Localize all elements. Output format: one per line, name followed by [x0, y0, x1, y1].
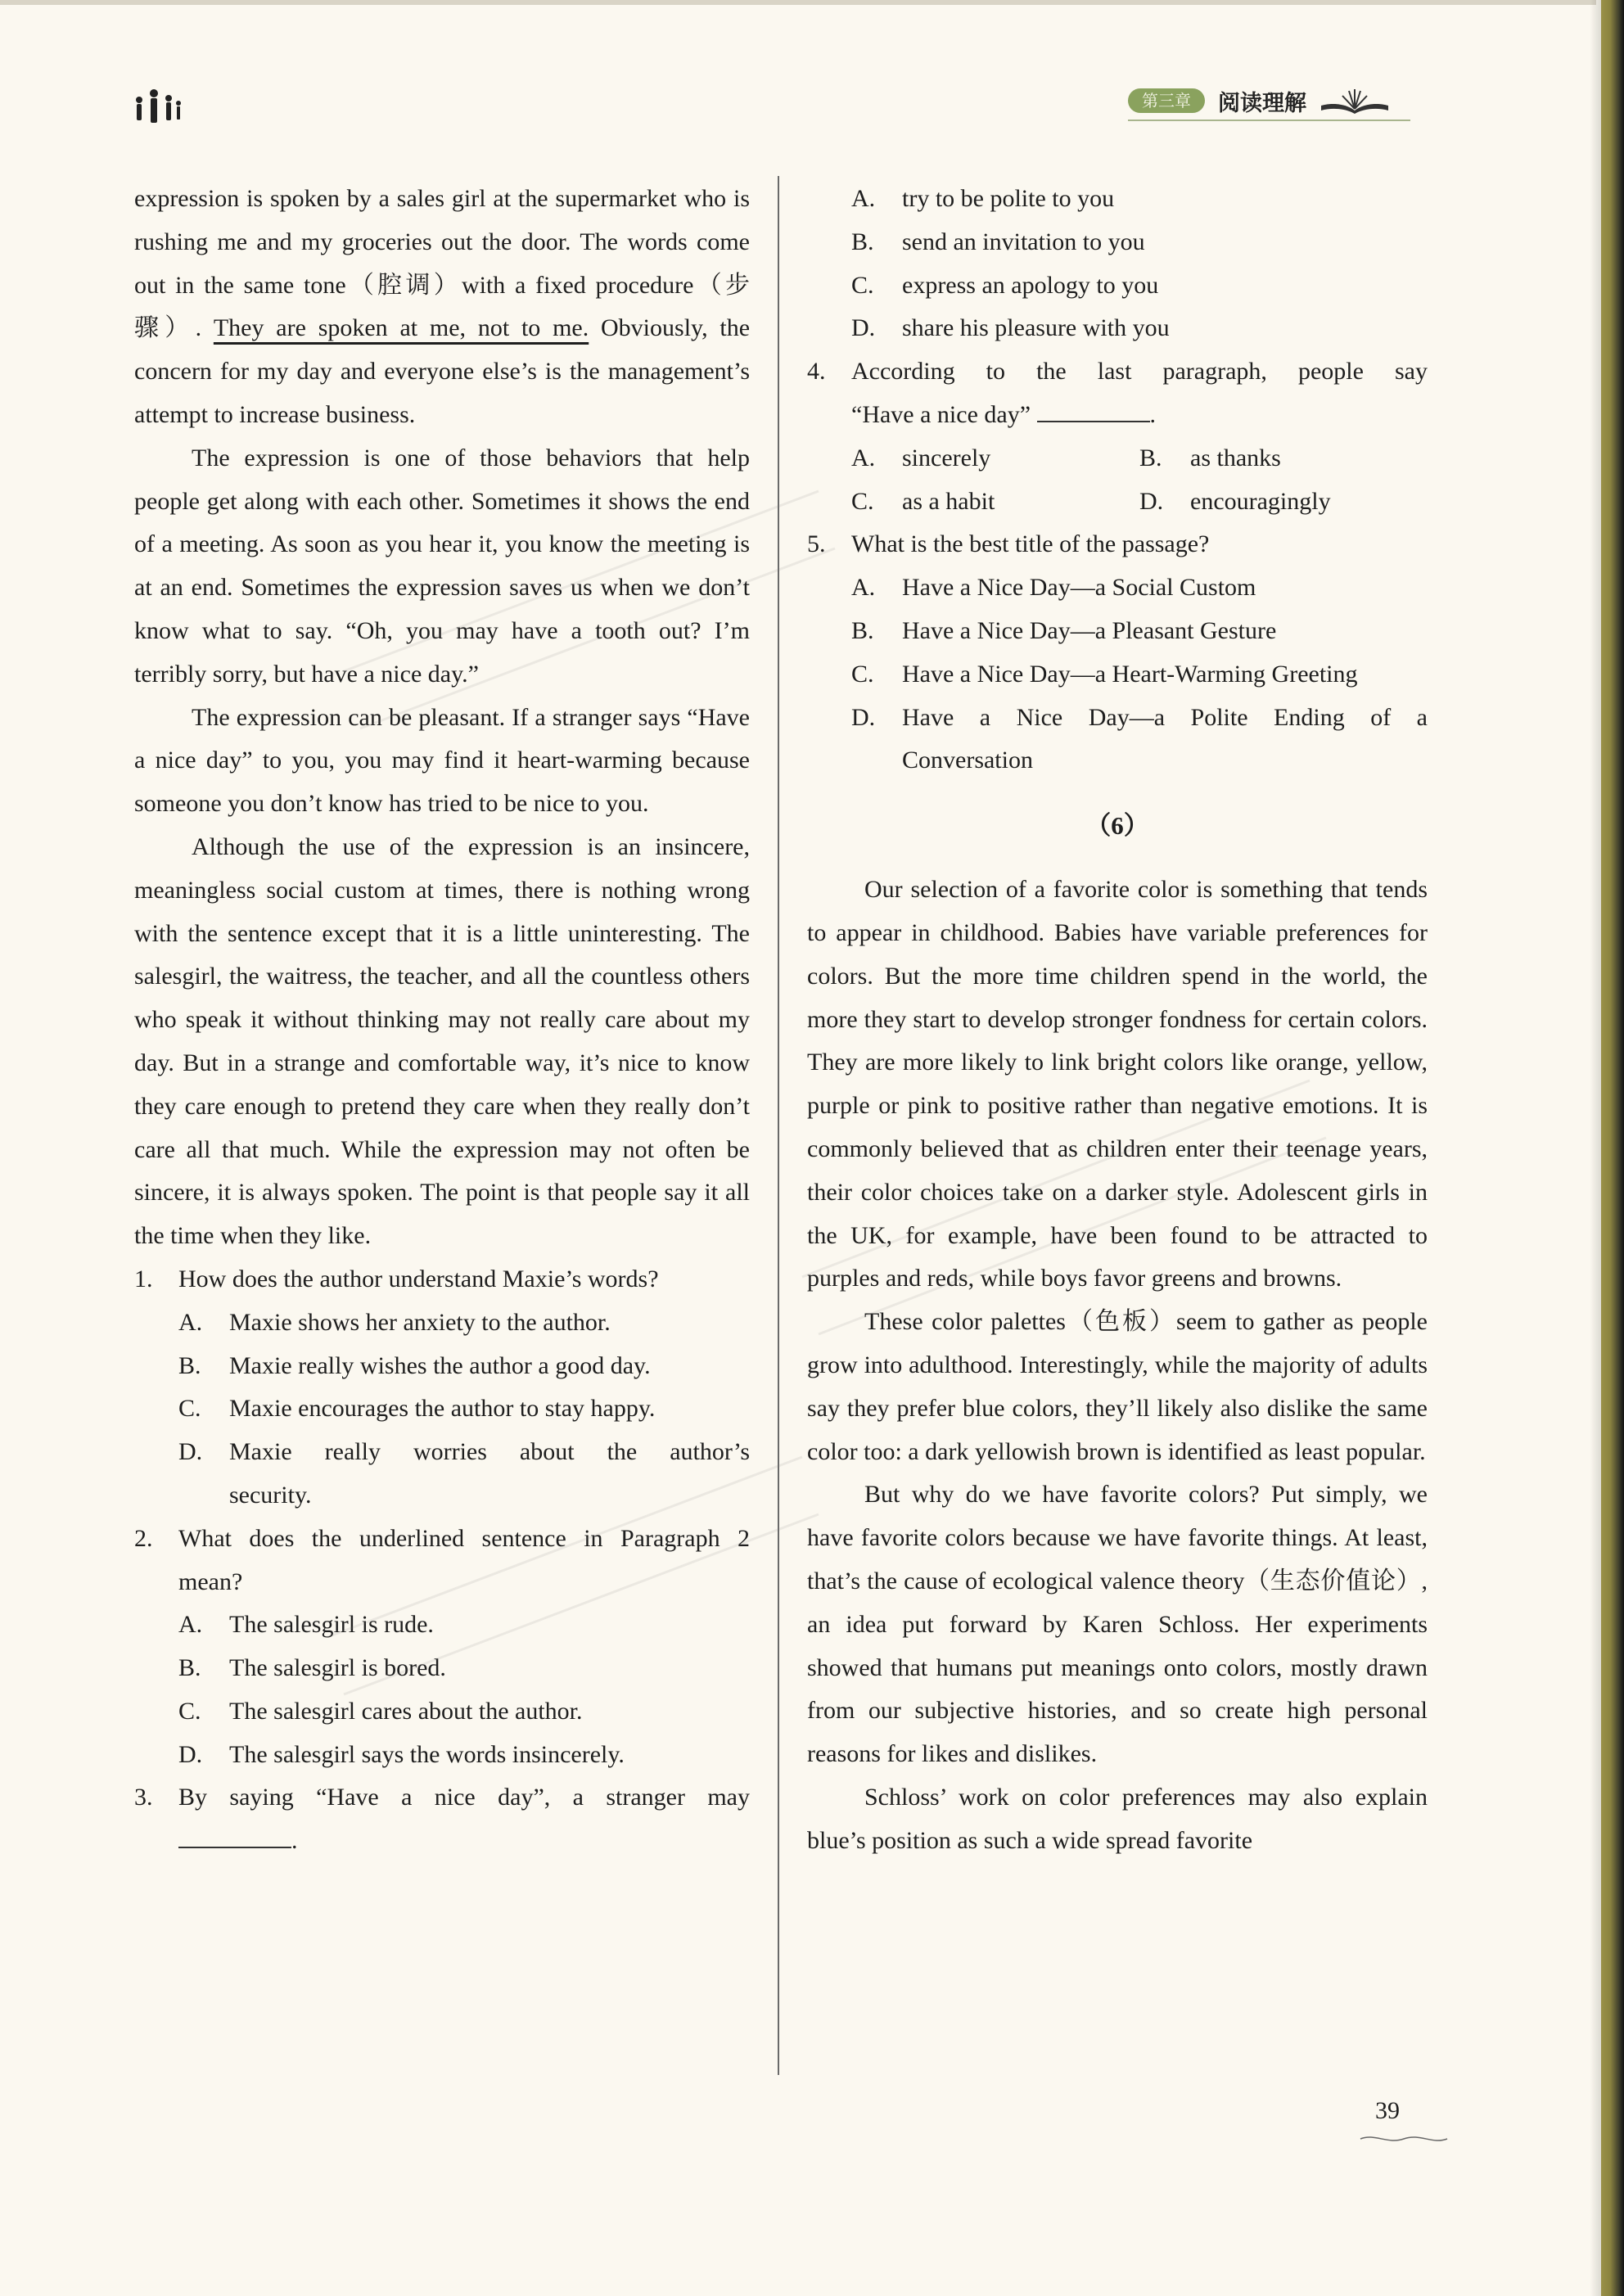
- answer-blank[interactable]: [1037, 396, 1150, 422]
- section-heading: （6）: [1085, 811, 1149, 841]
- page-ornament-icon: [1359, 2131, 1449, 2146]
- running-header: [1128, 80, 1392, 121]
- page-top-edge: [0, 0, 1596, 5]
- question-4: 4. According to the last paragraph, people say: [807, 358, 1428, 386]
- option[interactable]: A. Have a Nice Day—a Social Custom: [851, 574, 1256, 602]
- binding-shadow: [1590, 0, 1601, 2296]
- option[interactable]: A. The salesgirl is rude.: [178, 1611, 434, 1639]
- passage-paragraph: expression is spoken by a sales girl at the supermarket who is rushing me and my groceries out the door. The words come out in the same tone（腔调）with a fixed procedure（步骤）. They are spoken at me, not to me. Obviously, the concern for my day and everyone else’s is the management’s attempt to increase business.: [134, 185, 751, 428]
- passage-paragraph: Although the use of the expression is an insincere, meaningless social custom at times, there is nothing wrong with the sentence except that it is a little uninteresting. The salesgirl, the waitress, the teacher, and all the countless others who speak it without thinking may not really care about my day. But in a strange and comfortable way, it’s nice to know they care enough to pretend they care when they really don’t care all that much. While the expression may not often be sincere, it is always spoken. The point is that people say it all the time when they like.: [134, 832, 750, 1250]
- option[interactable]: D. Maxie really worries about the author’s: [178, 1438, 750, 1466]
- left-column: [134, 178, 750, 1863]
- question-3: 3. By saying “Have a nice day”, a stranger may: [134, 1784, 750, 1811]
- option[interactable]: B. The salesgirl is bored.: [178, 1654, 446, 1682]
- question-continuation: “Have a nice day” .: [807, 394, 1428, 437]
- question-2: 2. What does the underlined sentence in Paragraph 2: [134, 1524, 750, 1552]
- question-5: 5. What is the best title of the passage?: [807, 530, 1210, 558]
- option[interactable]: C. express an apology to you: [851, 271, 1159, 299]
- option[interactable]: D. encouragingly: [1139, 487, 1331, 515]
- option[interactable]: A. sincerely: [851, 444, 991, 471]
- open-book-icon: [1318, 86, 1392, 115]
- book-spine: [1601, 0, 1624, 2296]
- option[interactable]: B. Have a Nice Day—a Pleasant Gesture: [851, 616, 1277, 644]
- option-continuation: Conversation: [902, 747, 1033, 774]
- option-row: [807, 437, 1428, 480]
- passage-paragraph: Schloss’ work on color preferences may also explain blue’s position as such a wide spread favorite: [807, 1783, 1428, 1854]
- underlined-sentence: They are spoken at me, not to me.: [213, 314, 589, 342]
- option[interactable]: D. Have a Nice Day—a Polite Ending of a: [851, 703, 1428, 731]
- column-divider: [778, 176, 779, 2075]
- chapter-badge: 第三章: [1128, 88, 1205, 113]
- option[interactable]: D. The salesgirl says the words insincerely.: [178, 1740, 625, 1768]
- option-row: [807, 480, 1428, 524]
- passage-paragraph: The expression can be pleasant. If a stranger says “Have a nice day” to you, you may find it heart-warming because someone you don’t know has tried to be nice to you.: [134, 703, 750, 818]
- option[interactable]: B. send an invitation to you: [851, 228, 1145, 255]
- passage-paragraph: The expression is one of those behaviors that help people get along with each other. Sometimes it shows the end of a meeting. As soon as you hear it, you know the meeting is at an end. Sometimes the expression saves us when we don’t know what to say. “Oh, you may have a tooth out? I’m terribly sorry, but have a nice day.”: [134, 444, 750, 688]
- people-icon: [131, 88, 185, 124]
- option[interactable]: C. The salesgirl cares about the author.: [178, 1697, 583, 1725]
- option[interactable]: C. Maxie encourages the author to stay happy.: [178, 1395, 656, 1423]
- option[interactable]: A. try to be polite to you: [851, 185, 1115, 212]
- passage-paragraph: But why do we have favorite colors? Put simply, we have favorite colors because we have favorite things. At least, that’s the cause of ecological valence theory（生态价值论）, an idea put forward by Karen Schloss. Her experiments showed that humans put meanings onto colors, mostly drawn from our subjective histories, and so create high personal reasons for likes and dislikes.: [807, 1481, 1428, 1768]
- section-label: 阅读理解: [1218, 90, 1306, 116]
- right-column: [807, 178, 1428, 1862]
- question-continuation: mean?: [178, 1568, 243, 1595]
- question-1: 1. How does the author understand Maxie’s words?: [134, 1265, 659, 1292]
- passage-paragraph: Our selection of a favorite color is something that tends to appear in childhood. Babies have variable preferences for colors. But the more time children spend in the world, the more they start to develop stronger fondness for certain colors. They are more likely to link bright colors like orange, yellow, purple or pink to positive rather than negative emotions. It is commonly believed that as children enter their teenage years, their color choices take on a darker style. Adolescent girls in the UK, for example, have been found to be attracted to purples and reds, while boys favor greens and browns.: [807, 876, 1428, 1292]
- page-number: 39: [1375, 2097, 1400, 2124]
- option-continuation: security.: [229, 1481, 312, 1509]
- answer-blank[interactable]: [178, 1822, 291, 1848]
- header-rule: [1128, 120, 1410, 121]
- option[interactable]: D. share his pleasure with you: [851, 314, 1170, 342]
- option[interactable]: B. Maxie really wishes the author a good day.: [178, 1351, 651, 1379]
- option[interactable]: A. Maxie shows her anxiety to the author.: [178, 1308, 611, 1336]
- option[interactable]: B. as thanks: [1139, 444, 1281, 471]
- answer-blank-line: .: [134, 1820, 750, 1863]
- option[interactable]: C. as a habit: [851, 487, 995, 515]
- passage-paragraph: These color palettes（色板）seem to gather as people grow into adulthood. Interestingly, while the majority of adults say they prefer blue colors, they’ll likely also dislike the same color too: a dark yellowish brown is identified as least popular.: [807, 1308, 1428, 1465]
- option[interactable]: C. Have a Nice Day—a Heart-Warming Greeting: [851, 660, 1358, 688]
